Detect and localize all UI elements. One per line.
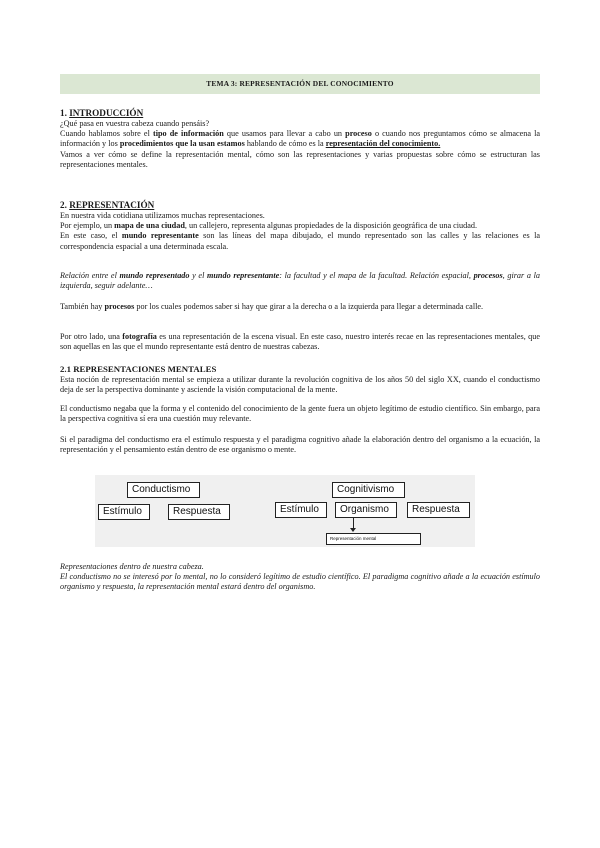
section-heading: 2.1 REPRESENTACIONES MENTALES (60, 364, 217, 374)
paragraph: Por ejemplo, un mapa de una ciudad, un callejero, representa algunas propiedades de la disposición geográfica de una ciudad. (60, 221, 478, 231)
respuesta-box-2: Respuesta (407, 502, 470, 518)
representacion-mental-note: Representación mental (326, 533, 421, 545)
paragraph: Cuando hablamos sobre el tipo de información que usamos para llevar a cabo un proceso o cuando nos preguntamos cómo se almacena la información y los procedimientos que la usan estamos hablando de cómo es la representación del conocimiento. (60, 129, 541, 149)
paragraph: Vamos a ver cómo se define la representación mental, cómo son las representaciones y varias propuestas sobre cómo se estructuran las representaciones mentales. (60, 149, 540, 169)
paragraph-fotografia: Por otro lado, una fotografía es una representación de la escena visual. En este caso, nuestro interés recae en las representaciones mentales, que son aquellas en las que el mundo representante está dentro de nuestras cabezas. (60, 332, 540, 352)
question-line: ¿Qué pasa en vuestra cabeza cuando pensáis? (60, 119, 210, 128)
section-heading: 2. REPRESENTACIÓN (60, 200, 155, 210)
topic-banner: TEMA 3: REPRESENTACIÓN DEL CONOCIMIENTO (60, 74, 540, 94)
organismo-box: Organismo (335, 502, 397, 518)
estimulo-box-1: Estímulo (98, 504, 150, 520)
paradigm-diagram (95, 475, 475, 547)
paragraph: Si el paradigma del conductismo era el estímulo respuesta y el paradigma cognitivo añade la elaboración dentro del organismo a la ecuación, la representación y el pensamiento están dentro de ese organismo o mente. (60, 435, 540, 455)
paragraph: Esta noción de representación mental se empieza a utilizar durante la revolución cognitiva de los años 50 del siglo XX, cuando el conductismo deja de ser la perspectiva dominante y asciende la visión computacional de la mente. (60, 375, 540, 395)
down-arrow-icon (350, 528, 356, 532)
section-representacion (60, 200, 540, 252)
section-representaciones-mentales (60, 364, 540, 395)
cognitivismo-box: Cognitivismo (332, 482, 405, 498)
section-introduccion (60, 108, 540, 170)
paragraph: En este caso, el mundo representante son las líneas del mapa dibujado, el mundo representado son las calles y las relaciones es la correspondencia espacial a una determinada escala. (60, 231, 541, 251)
section-heading: 1. INTRODUCCIÓN (60, 108, 144, 118)
respuesta-box-1: Respuesta (168, 504, 230, 520)
paragraph: El conductismo negaba que la forma y el contenido del conocimiento de la gente fuera un objeto legítimo de estudio científico. Sin embargo, para la perspectiva cognitiva sí era una cuestión muy relevante. (60, 404, 540, 424)
paragraph: En nuestra vida cotidiana utilizamos muchas representaciones. (60, 211, 265, 220)
paragraph-procesos: También hay procesos por los cuales podemos saber si hay que girar a la derecha o a la izquierda para llegar a determinada calle. (60, 302, 484, 311)
italic-note: Relación entre el mundo representado y el mundo representante: la facultad y el mapa de la facultad. Relación espacial, procesos, girar a la izquierda, seguir adelante… (60, 271, 540, 291)
estimulo-box-2: Estímulo (275, 502, 327, 518)
conductismo-box: Conductismo (127, 482, 200, 498)
figure-caption: Representaciones dentro de nuestra cabeza. El conductismo no se interesó por lo mental, no lo consideró legítimo de estudio científico. El paradigma cognitivo añade a la ecuación estímulo organismo y respuesta, la representación mental estará dentro del organismo. (60, 562, 540, 592)
